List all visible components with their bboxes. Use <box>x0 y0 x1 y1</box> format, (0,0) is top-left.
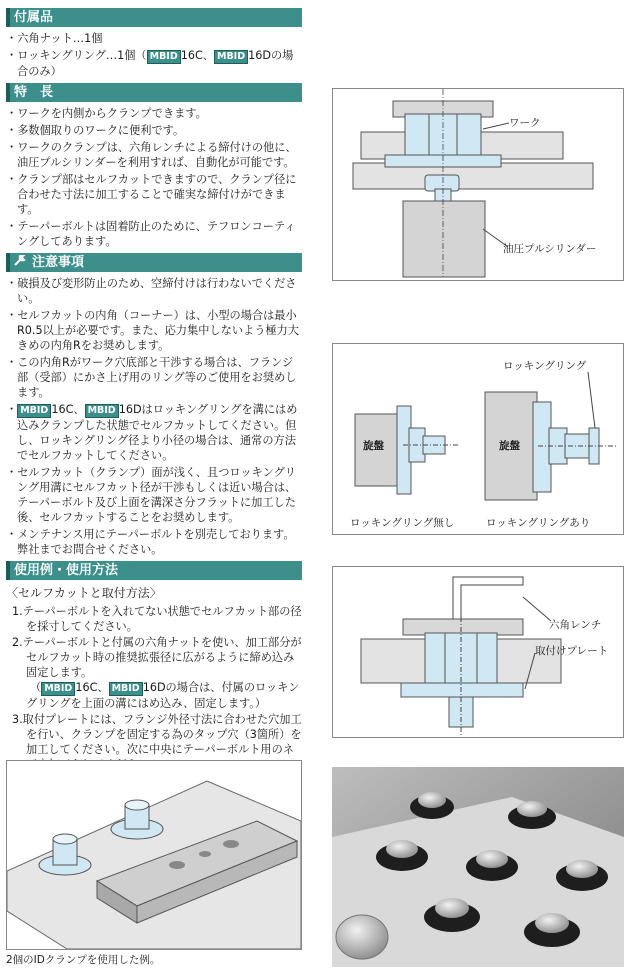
model-badge: MBID <box>109 682 143 696</box>
text-column <box>6 8 302 773</box>
list-item: ・ クランプ部はセルフカットできますので、クランプ径に合わせた寸法に加工することで確実な締付けができます。 <box>6 172 302 217</box>
caption-two-clamps: 2個のIDクランプを使用した例。 <box>6 954 161 966</box>
section-title: 付属品 <box>14 10 54 25</box>
model-badge: MBID <box>147 50 181 64</box>
list-item: ・ テーパーボルトは固着防止のために、テフロンコーティングしてあります。 <box>6 219 302 249</box>
label-lathe-left: 旋盤 <box>363 440 384 452</box>
section-title: 使用例・使用方法 <box>14 563 119 578</box>
usage-steps <box>6 604 302 772</box>
product-photo <box>332 767 624 967</box>
step-note: （ MBID 16C、 MBID 16Dの場合は、付属のロッキングリングを上面の溝にはめ込み、固定します。） <box>26 681 300 710</box>
list-item: ・ 多数個取りのワークに便利です。 <box>6 123 302 138</box>
list-item: ・ 破損及び変形防止のため、空締付けは行わないでください。 <box>6 276 302 306</box>
wrench-icon <box>14 253 28 272</box>
item-text: 16Dの場合のみ） <box>17 49 294 78</box>
step-text: 2.テーパーボルトと付属の六角ナットを使い、加工部分がセルフカット時の推奨拡張径に広がるように締め込み固定します。 <box>12 636 302 679</box>
figure-locking-ring <box>332 343 624 535</box>
caption-with-ring: ロッキングリングあり <box>486 517 591 529</box>
list-item: ・ この内角Rがワーク穴底部と干渉する場合は、フランジ部（受部）にかさ上げ用のリング等のご使用をお奨めします。 <box>6 355 302 400</box>
label-locking-ring: ロッキングリング <box>503 360 587 372</box>
item-text: ロッキングリング…1個（ <box>17 49 147 62</box>
list-item <box>6 48 302 79</box>
section-header-features <box>6 83 302 102</box>
figure-two-clamps-3d <box>6 760 302 950</box>
item-text: 16Dはロッキングリングを溝にはめ込みクランプした状態でセルフカットしてください。但し、ロッキングリング径より小径の場合は、通常の方法でセルフカットしてください。 <box>17 403 298 462</box>
item-text: 16C、 <box>180 49 214 62</box>
figure-hex-wrench <box>332 566 624 738</box>
usage-subtitle: 〈セルフカットと取付方法〉 <box>6 586 162 600</box>
caption-without-ring: ロッキングリング無し <box>350 517 455 529</box>
list-item: ・ 六角ナット…1個 <box>6 31 302 46</box>
cautions-list <box>6 276 302 557</box>
model-badge: MBID <box>214 50 248 64</box>
section-title: 注意事項 <box>32 255 85 270</box>
model-badge: MBID <box>41 682 75 696</box>
label-work: ワーク <box>509 117 541 129</box>
label-lathe-right: 旋盤 <box>499 440 520 452</box>
list-item: ・ セルフカットの内角（コーナー）は、小型の場合は最小R0.5以上が必要です。また、応力集中しないよう極力大きめの内角Rをお奨めします。 <box>6 308 302 353</box>
label-hex-wrench: 六角レンチ <box>549 619 602 631</box>
step-item: 1.テーパーボルトを入れてない状態でセルフカット部の径を採寸してください。 <box>12 605 302 633</box>
model-badge: MBID <box>17 404 51 418</box>
list-item: ・ セルフカット（クランプ）面が浅く、且つロッキングリング用溝にセルフカット径が干渉もしくは近い場合は、テーパーボルト及び上面を溝深さ分フラットに加工した後、セルフカットすることをお奨めします。 <box>6 465 302 525</box>
step-item <box>8 635 302 711</box>
label-mounting-plate: 取付けプレート <box>535 645 609 657</box>
item-text: 16C、 <box>51 403 85 416</box>
features-list <box>6 106 302 249</box>
section-header-cautions <box>6 253 302 272</box>
label-hydraulic-cylinder: 油圧プルシリンダー <box>503 243 597 255</box>
list-item: ・ ワークのクランプは、六角レンチによる締付けの他に、油圧プルシリンダーを利用すれば、自動化が可能です。 <box>6 140 302 170</box>
section-title: 特 長 <box>14 85 54 100</box>
list-item: ・ ワークを内側からクランプできます。 <box>6 106 302 121</box>
section-header-usage <box>6 561 302 580</box>
accessories-list <box>6 31 302 79</box>
figure-hydraulic-cylinder <box>332 88 624 281</box>
list-item <box>6 402 302 463</box>
model-badge: MBID <box>85 404 119 418</box>
step-item: 3.取付プレートには、フランジ外径寸法に合わせた穴加工を行い、クランプを固定する為のタップ穴（3箇所）を加工してください。次に中央にテーパーボルト用のネ <box>12 713 302 756</box>
section-header-accessories <box>6 8 302 27</box>
list-item: ・ メンテナンス用にテーパーボルトを別売しております。弊社までお問合せください。 <box>6 527 302 557</box>
